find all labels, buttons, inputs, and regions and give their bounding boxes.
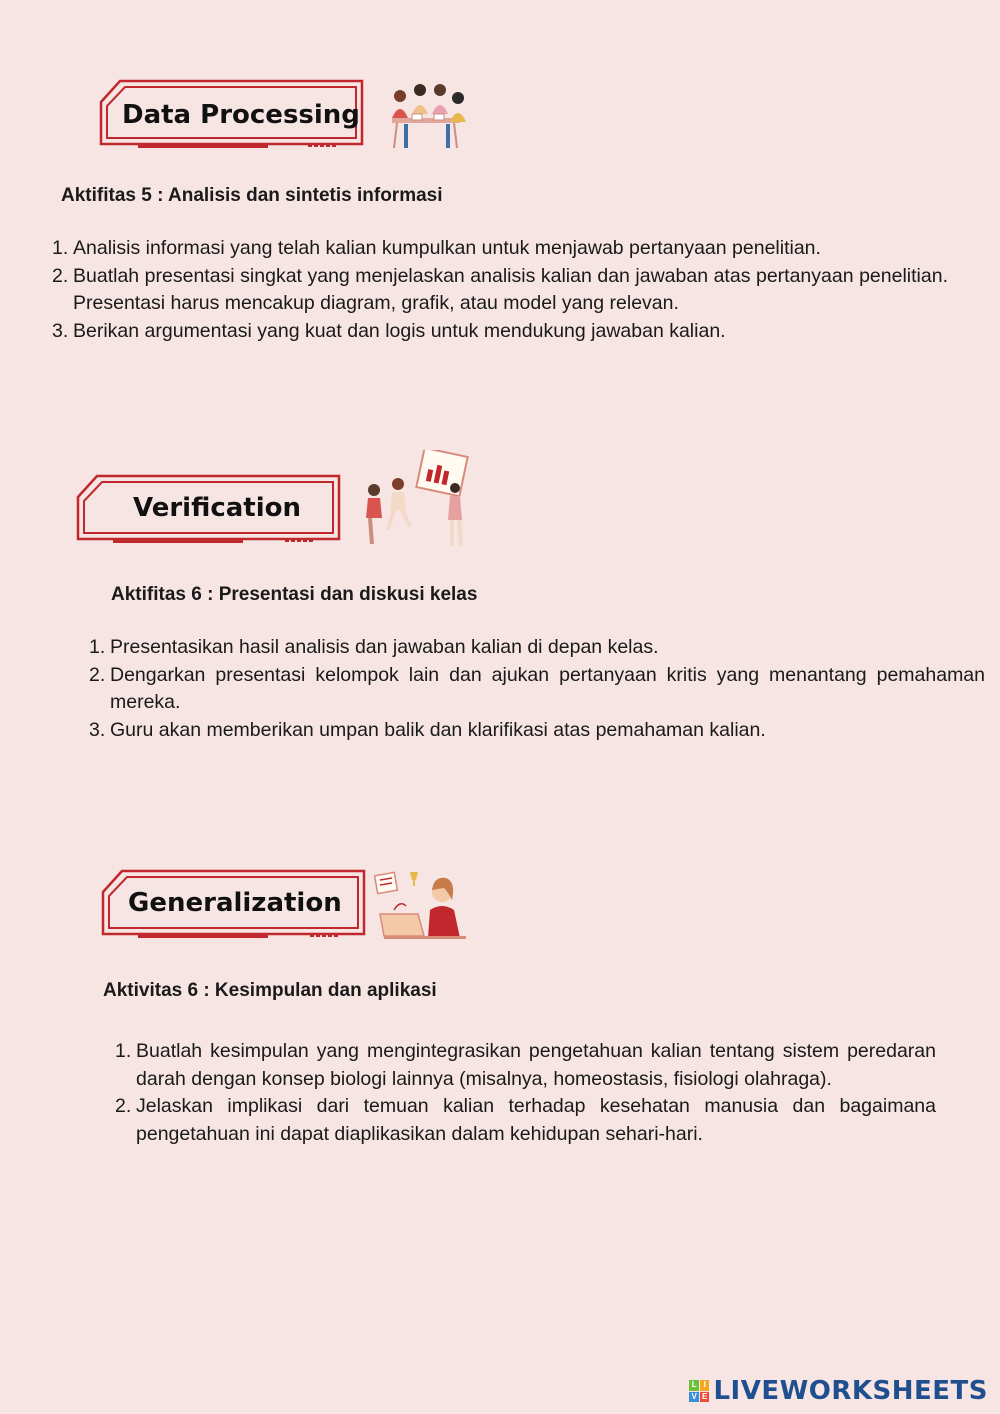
brand-name: LIVEWORKSHEETS	[713, 1376, 988, 1406]
step-number: 1.	[115, 1040, 132, 1062]
logo-letter: V	[689, 1392, 699, 1403]
logo-letter: E	[700, 1392, 710, 1403]
step-number: 2.	[52, 264, 69, 287]
laptop-study-illustration	[374, 866, 470, 940]
heading-banner	[100, 868, 368, 940]
step-text: Jelaskan implikasi dari temuan kalian terhadap kesehatan manusia dan bagaimana pengetahuan ini dapat diaplikasikan dalam kehidupan sehari-hari.	[136, 1095, 936, 1146]
step-text: Presentasikan hasil analisis dan jawaban kalian di depan kelas.	[110, 636, 659, 658]
step-text: Berikan argumentasi yang kuat dan logis untuk mendukung jawaban kalian.	[73, 320, 726, 343]
activity-title: Aktifitas 5 : Analisis dan sintetis informasi	[61, 185, 443, 206]
step-text: Buatlah kesimpulan yang mengintegrasikan pengetahuan kalian tentang sistem peredaran darah dengan konsep biologi lainnya (misalnya, homeostasis, fisiologi olahraga).	[136, 1040, 936, 1090]
step-number: 2.	[89, 663, 106, 686]
steps-list	[116, 1038, 936, 1149]
activity-title: Aktifitas 6 : Presentasi dan diskusi kelas	[111, 584, 478, 605]
step-text: Analisis informasi yang telah kalian kumpulkan untuk menjawab pertanyaan penelitian.	[73, 237, 821, 259]
activity-title: Aktivitas 6 : Kesimpulan dan aplikasi	[103, 980, 437, 1001]
liveworksheets-logo-icon	[689, 1380, 709, 1402]
step-text: Buatlah presentasi singkat yang menjelaskan analisis kalian dan jawaban atas pertanyaan penelitian. Presentasi harus mencakup diagram, grafik, atau model yang relevan.	[73, 264, 948, 315]
section-heading: Data Processing	[122, 100, 360, 130]
liveworksheets-brand	[689, 1376, 988, 1406]
logo-letter: L	[689, 1380, 699, 1391]
step-number: 3.	[89, 719, 106, 742]
step-number: 1.	[89, 636, 106, 658]
logo-letter: I	[700, 1380, 710, 1391]
section-heading: Generalization	[128, 888, 342, 918]
step-number: 1.	[52, 237, 69, 259]
section-heading: Verification	[133, 493, 302, 523]
list-item	[116, 1093, 936, 1148]
step-text: Dengarkan presentasi kelompok lain dan ajukan pertanyaan kritis yang menantang pemahaman mereka.	[110, 663, 985, 714]
step-number: 3.	[52, 320, 69, 343]
step-text: Guru akan memberikan umpan balik dan klarifikasi atas pemahaman kalian.	[110, 719, 766, 742]
list-item	[116, 1038, 936, 1093]
step-number: 2.	[115, 1095, 132, 1118]
